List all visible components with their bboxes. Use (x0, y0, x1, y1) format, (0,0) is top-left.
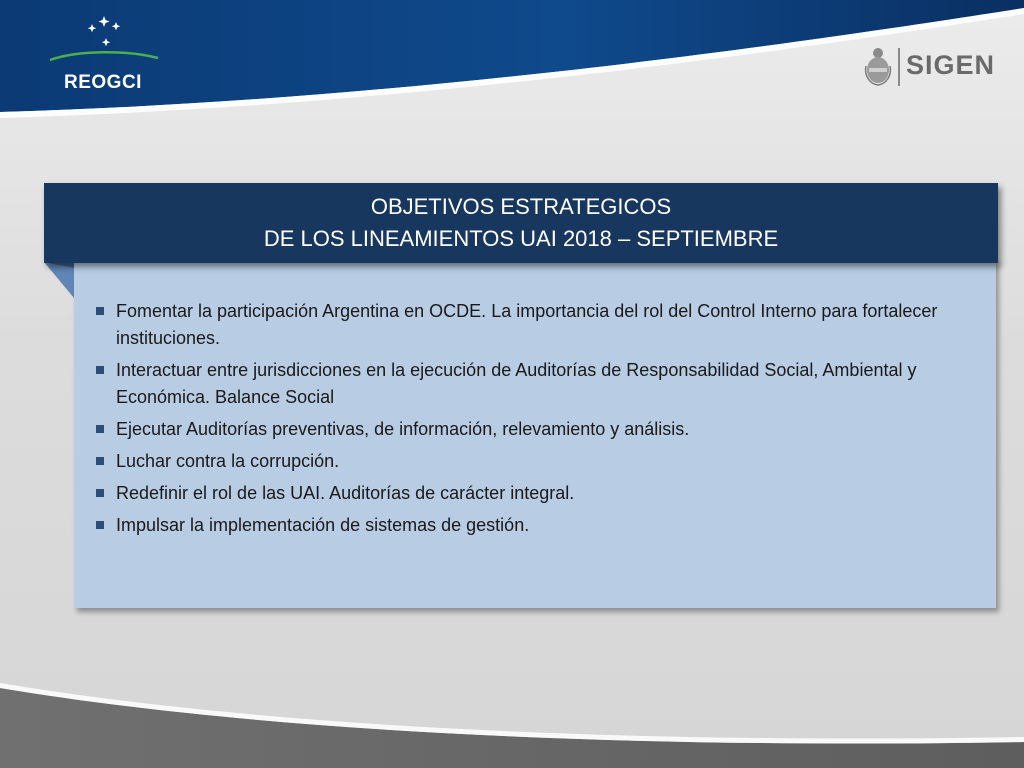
list-item-text: Luchar contra la corrupción. (116, 451, 340, 471)
bullet-square-icon (96, 521, 104, 529)
list-item (96, 480, 980, 507)
bullet-square-icon (96, 425, 104, 433)
title-line-1: OBJETIVOS ESTRATEGICOS (370, 194, 672, 219)
list-item-text: Redefinir el rol de las UAI. Auditorías de carácter integral. (116, 483, 575, 503)
list-item (96, 416, 980, 443)
sigen-logo-text: SIGEN (906, 50, 996, 80)
list-item-text: Ejecutar Auditorías preventivas, de información, relevamiento y análisis. (116, 419, 690, 439)
sigen-logo (864, 44, 994, 92)
bullet-square-icon (96, 307, 104, 315)
logo-divider (898, 48, 900, 86)
list-item-text: Interactuar entre jurisdicciones en la ejecución de Auditorías de Responsabilidad Social, Ambiental y Económica. Balance Social (116, 360, 917, 407)
list-item (96, 512, 980, 539)
list-item-text: Fomentar la participación Argentina en OCDE. La importancia del rol del Control Interno para fortalecer instituciones. (116, 301, 938, 348)
bullet-square-icon (96, 366, 104, 374)
list-item (96, 298, 980, 352)
list-item-text: Impulsar la implementación de sistemas de gestión. (116, 515, 530, 535)
bullet-square-icon (96, 489, 104, 497)
title-banner (44, 183, 998, 263)
reogci-logo-text: REOGCI (64, 72, 142, 93)
list-item (96, 448, 980, 475)
reogci-logo (48, 14, 160, 98)
coat-of-arms-icon (864, 46, 892, 86)
list-item (96, 357, 980, 411)
bullet-square-icon (96, 457, 104, 465)
title-line-2: DE LOS LINEAMIENTOS UAI 2018 – SEPTIEMBRE (263, 226, 779, 251)
title-fold (44, 262, 74, 298)
logo-arc (48, 48, 160, 62)
objectives-list (96, 298, 980, 544)
